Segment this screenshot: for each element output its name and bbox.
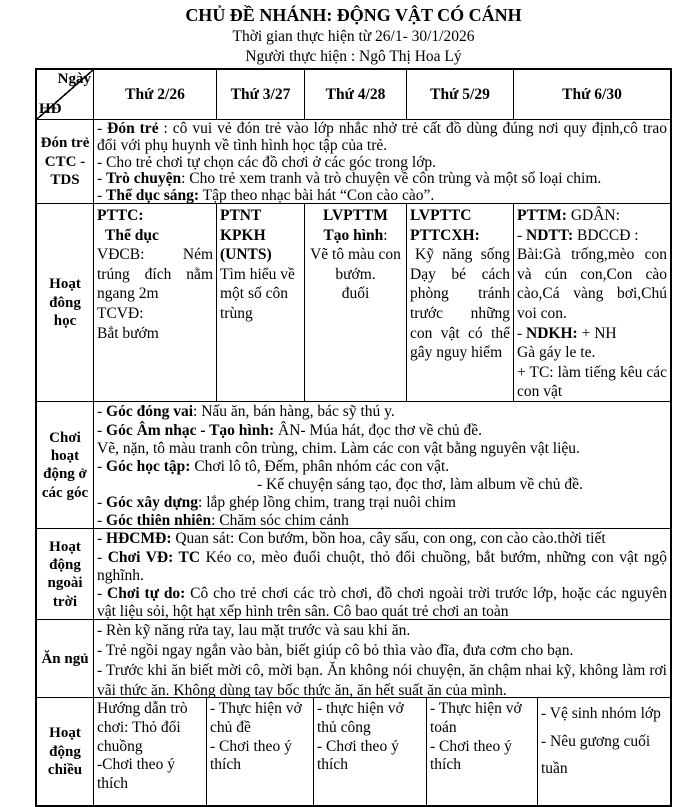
text-line (97, 440, 667, 458)
text-line (210, 700, 310, 737)
text-line (97, 494, 667, 512)
table-header-row (37, 70, 670, 120)
line-bold: Tạo hình (323, 226, 384, 244)
text-line (541, 700, 667, 727)
line-bold: NDTT: (526, 226, 574, 244)
line-rest: : Chăm sóc chim cảnh (211, 512, 349, 529)
line-rest: + TC: làm tiếng kêu các con vật (517, 363, 667, 401)
day-header-wed: Thứ 4/28 (305, 70, 407, 119)
line-bold: LVPTTC (410, 207, 472, 225)
line-rest: -Chơi theo ý thích (97, 756, 175, 792)
text-line (517, 343, 667, 363)
text-line (430, 738, 534, 775)
row-ngoai-troi (37, 529, 670, 620)
text-line (97, 700, 203, 756)
text-line (308, 226, 403, 246)
row-hoat-dong-chieu (37, 698, 670, 805)
line-rest: - thực hiện vở thủ công (317, 700, 404, 737)
line-rest: - Trẻ ngồi ngay ngắn vào bàn, biết giúp cô bỏ thìa vào đĩa, đưa cơm cho bạn. (97, 642, 574, 660)
text-line (410, 206, 510, 226)
line-rest: - Cho trẻ chơi tự chọn các đồ chơi ở các góc trong lớp. (97, 153, 437, 171)
line-bold: Góc thiên nhiên (106, 512, 212, 529)
text-line (410, 226, 510, 246)
line-bold: KPKH (220, 226, 266, 244)
evening-wed (314, 698, 427, 805)
text-line (97, 661, 667, 697)
line-rest: Hướng dẫn trò chơi: Thỏ đổi chuồng (97, 700, 188, 755)
line-prefix: - (97, 548, 108, 566)
line-prefix: - (517, 226, 527, 244)
line-rest: Bài:Gà trống,mèo con và cún con,Con cào cào,Cá vàng bơi,Chú voi con. (517, 246, 667, 322)
line-rest: : lắp ghép lồng chim, trang trại nuôi chim (198, 494, 456, 512)
corner-label-day: Ngày (57, 71, 91, 88)
text-line (220, 265, 301, 324)
line-bold: Góc Âm nhạc - Tạo hình: (106, 421, 275, 439)
schedule-table (35, 68, 672, 807)
corner-label-activity: HĐ (39, 101, 62, 118)
line-rest: : cô vui vẻ đón trẻ vào lớp nhắc nhở trẻ cất đồ dùng đúng nơi quy định,cô trao đổi với phụ huynh về tình hình học tập của trẻ. (97, 120, 667, 154)
time-subtitle: Thời gian thực hiện từ 26/1- 30/1/2026 (232, 27, 475, 45)
line-rest: VĐCB: Ném trúng đích nằm ngang 2m (97, 246, 213, 303)
line-bold: Chơi VĐ: TC (107, 548, 201, 566)
lesson-wed (305, 204, 407, 401)
line-rest: ÂN- Múa hát, đọc thơ về chủ đề. (274, 421, 483, 439)
line-rest: Bắt bướm (97, 324, 159, 342)
line-prefix: - (97, 421, 107, 439)
line-rest: - Rèn kỹ năng rửa tay, lau mặt trước và sau khi ăn. (97, 622, 411, 640)
text-line (97, 155, 667, 172)
text-line (220, 226, 301, 246)
line-rest: GDÂN: (566, 207, 620, 225)
text-line (517, 206, 667, 226)
line-bold: Góc học tập: (106, 457, 191, 475)
page-title: CHỦ ĐỀ NHÁNH: ĐỘNG VẬT CÓ CÁNH (185, 5, 522, 25)
text-line (97, 756, 203, 793)
line-bold: PTTC: (97, 207, 144, 225)
row-label: Hoạt động chiều (37, 698, 94, 805)
row-goc (37, 402, 670, 529)
document-header (35, 6, 672, 65)
line-bold: Chơi tự do: (107, 584, 186, 602)
line-rest: Kéo co, mèo đuổi chuột, thỏ đổi chuồng, bắt bướm, những con vật ngộ nghĩnh. (97, 548, 667, 584)
day-header-thu: Thứ 5/29 (407, 70, 514, 119)
text-line (97, 458, 667, 476)
line-rest: Quan sát: Con bướm, bồn hoa, cây sấu, con ong, con cào cào.thời tiết (171, 530, 606, 548)
corner-cell (37, 70, 94, 119)
text-line (430, 700, 534, 737)
line-bold: PTTM: (517, 207, 567, 225)
text-line (210, 738, 310, 775)
line-bold: PTTCXH: (410, 226, 480, 244)
text-line (97, 530, 667, 548)
text-line (97, 422, 667, 440)
day-header-fri: Thứ 6/30 (562, 85, 622, 103)
text-line (97, 188, 667, 204)
line-rest: Tập theo nhạc bài hát “Con cào cào”. (199, 186, 435, 204)
line-bold: LVPTTM (323, 207, 388, 225)
text-line (97, 621, 667, 641)
line-rest: - Vệ sinh nhóm lớp (541, 705, 661, 723)
line-rest: - Chơi theo ý thích (430, 737, 512, 774)
evening-thu (427, 698, 538, 805)
text-line (97, 324, 213, 344)
line-prefix: - (97, 120, 108, 138)
line-bold: (UNTS) (220, 246, 272, 264)
line-bold: HĐCMĐ: (106, 530, 172, 548)
text-line (317, 700, 423, 737)
evening-tue (207, 698, 314, 805)
line-rest: TCVĐ: (97, 305, 144, 322)
text-line (97, 171, 667, 188)
line-bold: Thể dục sáng: (106, 186, 200, 204)
evening-fri (538, 698, 670, 805)
text-line (517, 324, 667, 344)
line-rest: Vẽ, nặn, tô màu tranh côn trùng, chim. Làm các con vật bằng nguyên vật liệu. (97, 439, 580, 457)
text-line (308, 206, 403, 226)
line-bold: PTNT (220, 207, 262, 225)
row-label: Hoạt động ngoài trời (37, 529, 94, 619)
text-line (517, 363, 667, 402)
line-bold: Đón trẻ (107, 120, 159, 138)
line-prefix: - (517, 324, 527, 342)
line-prefix: - (97, 530, 107, 548)
line-bold: Góc xây dựng (106, 494, 199, 512)
text-line (97, 549, 667, 585)
row-label: Đón trẻ CTC - TDS (37, 120, 94, 203)
line-rest: - Nêu gương cuối tuần (541, 732, 651, 777)
evening-mon (94, 698, 207, 805)
text-line (97, 226, 213, 246)
line-prefix: - (97, 186, 107, 204)
author-subtitle: Người thực hiện : Ngô Thị Hoa Lý (245, 47, 462, 65)
text-line (97, 512, 667, 528)
line-prefix: - (97, 170, 107, 188)
text-line (517, 226, 667, 246)
line-rest: - Trước khi ăn biết mời cô, mời bạn. Ăn không nói chuyện, ăn chậm nhai kỹ, không làm rơi vãi thức ăn. Không dùng tay bốc thức ăn, ăn hết suất ăn của mình. (97, 662, 667, 698)
text-line (97, 304, 213, 324)
line-rest: Chơi lô tô, Đếm, phân nhóm các con vật. (190, 457, 450, 475)
text-line (517, 245, 667, 323)
line-rest: - Kể chuyện sáng tạo, đọc thơ, làm album về chủ đề. (257, 475, 583, 493)
line-bold: Thể dục (105, 226, 159, 244)
line-rest: Kỹ năng sống Dạy bé cách phòng tránh trước những con vật có thể gây nguy hiểm (410, 246, 510, 362)
lesson-mon (94, 204, 217, 401)
text-line (97, 121, 667, 154)
line-prefix: - (97, 494, 107, 512)
line-rest: Cô cho trẻ chơi các trò chơi, đồ chơi ngoài trời trước lớp, hoặc các nguyên vật liệu sỏi, hột hạt xếp hình trên sân. Cô bao quát trẻ chơi an toàn (97, 584, 668, 620)
line-rest: BDCCĐ : (573, 226, 639, 244)
line-rest: - Thực hiện vở chủ đề (210, 700, 302, 737)
row-content (94, 529, 670, 619)
line-bold: Trò chuyện (106, 170, 182, 188)
day-header-tue: Thứ 3/27 (217, 70, 305, 119)
text-line (97, 585, 667, 620)
line-prefix: - (97, 512, 107, 529)
text-line (97, 641, 667, 661)
line-bold: NDKH: (526, 324, 578, 342)
line-rest: - Thực hiện vở toán (430, 700, 522, 737)
line-prefix: - (97, 457, 107, 475)
line-rest: : (383, 226, 388, 244)
row-content (94, 120, 670, 203)
text-line (97, 476, 667, 494)
text-line (308, 245, 403, 284)
text-line (317, 738, 423, 775)
line-rest: - Chơi theo ý thích (317, 737, 399, 774)
line-rest: : Nấu ăn, bán hàng, bác sỹ thú y. (193, 403, 395, 421)
row-label: Chơi hoạt động ở các góc (37, 402, 94, 528)
row-label: Hoạt đông học (37, 204, 94, 401)
row-content (94, 620, 670, 697)
line-rest: Vẽ tô màu con bướm. (310, 246, 401, 283)
line-prefix: - (97, 584, 107, 602)
row-content (94, 402, 670, 528)
text-line (97, 245, 213, 304)
row-label: Ăn ngủ (37, 620, 94, 697)
line-bold: Góc đóng vai (106, 403, 194, 421)
line-rest: : Cho trẻ xem tranh và trò chuyện về côn trùng và một số loại chim. (181, 170, 602, 188)
line-rest: Gà gáy le te. (517, 344, 596, 362)
lesson-fri (514, 204, 670, 401)
line-rest: đuối (341, 285, 370, 303)
text-line (541, 728, 667, 782)
lesson-tue (217, 204, 305, 401)
line-rest: + NH (577, 324, 617, 342)
line-prefix: - (97, 403, 107, 421)
row-an-ngu (37, 620, 670, 698)
text-line (410, 245, 510, 362)
text-line (308, 284, 403, 304)
day-header-mon: Thứ 2/26 (94, 70, 217, 119)
row-don-tre (37, 120, 670, 204)
text-line (220, 245, 301, 265)
text-line (97, 206, 213, 226)
text-line (97, 403, 667, 421)
row-hoat-dong-hoc (37, 204, 670, 402)
text-line (220, 206, 301, 226)
line-rest: - Chơi theo ý thích (210, 737, 292, 774)
line-rest: Tìm hiểu về một số côn trùng (220, 265, 295, 322)
lesson-thu (407, 204, 514, 401)
